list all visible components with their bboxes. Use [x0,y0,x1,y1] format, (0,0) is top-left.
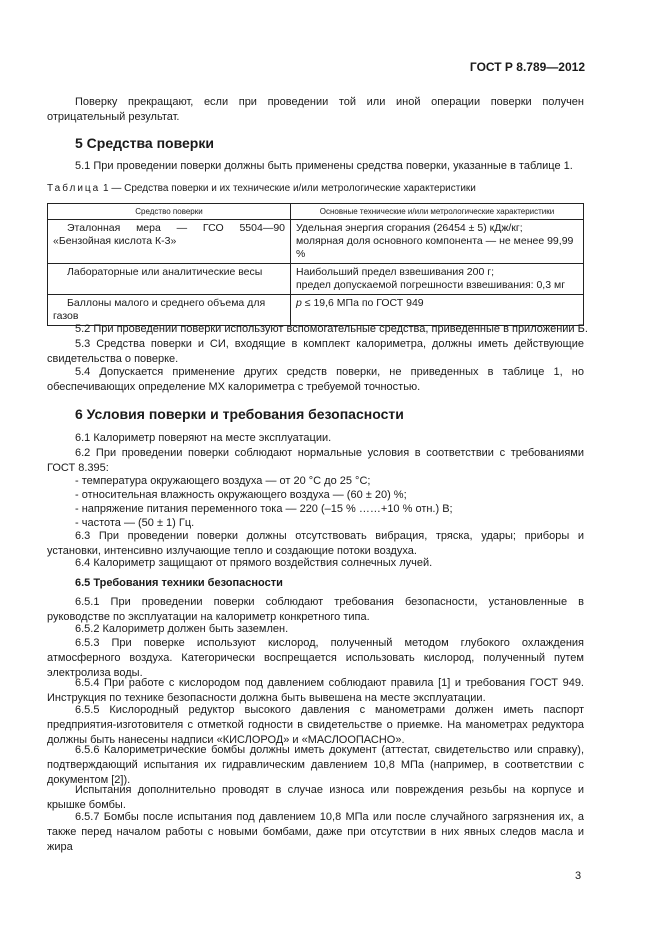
table-header: Основные технические и/или метрологические характеристики [291,204,584,220]
item-text: Лабораторные или аналитические весы [67,266,263,278]
table-row [48,295,584,326]
table-row [48,264,584,295]
paragraph-6-5-6-cont: Испытания дополнительно проводят в случае износа или повреждения резьбы на корпусе и крышке бомбы. [47,784,584,811]
condition-item: - частота — (50 ± 1) Гц. [75,517,195,529]
condition-item: - температура окружающего воздуха — от 20 °С до 25 °С; [75,475,371,487]
paragraph-6-5-3: 6.5.3 При поверке используют кислород, полученный методом глубокого охлаждения атмосферного воздуха. Категорически воспрещается использовать кислород, полученный путем электролиза воды. [47,637,584,679]
item-text: Эталонная мера — ГСО 5504—90 «Бензойная кислота К-3» [53,222,285,247]
spec-line: молярная доля основного компонента — не менее 99,99 % [296,235,574,260]
table-cell-item [48,220,291,264]
spec-line: предел допускаемой погрешности взвешивания: 0,3 мг [296,279,566,291]
subsection-6-5-title: 6.5 Требования техники безопасности [75,577,283,589]
paragraph-6-1: 6.1 Калориметр поверяют на месте эксплуатации. [75,432,332,444]
table-row [48,220,584,264]
paragraph-6-5-6: 6.5.6 Калориметрические бомбы должны иметь документ (аттестат, свидетельство или справку), подтверждающий испытания их гидравлическим давлением 10,8 МПа (например, в соответствии с документом [2]). [47,744,584,786]
paragraph-6-5-5: 6.5.5 Кислородный редуктор высокого давления с манометрами должен иметь паспорт предприятия-изготовителя с отметкой годности в свидетельстве о приемке. На манометрах редуктора должны быть нанесены надписи «КИСЛОРОД» и «МАСЛООПАСНО». [47,704,584,746]
paragraph-5-3: 5.3 Средства поверки и СИ, входящие в комплект калориметра, должны иметь действующие свидетельства о поверке. [47,338,584,365]
spec-line: p ≤ 19,6 МПа по ГОСТ 949 [296,297,424,309]
paragraph-6-5-2: 6.5.2 Калориметр должен быть заземлен. [75,623,289,635]
condition-item: - напряжение питания переменного тока — 220 (–15 % ……+10 % отн.) В; [75,503,453,515]
table-cell-item [48,264,291,295]
table-header-row [48,204,584,220]
section-6-title: 6 Условия поверки и требования безопасности [75,406,404,422]
table-caption-label: Таблица [47,183,101,194]
page-number: 3 [575,870,582,882]
paragraph-6-2: 6.2 При проведении поверки соблюдают нормальные условия в соответствии с требованиями ГОСТ 8.395: [47,447,584,474]
document-code: ГОСТ Р 8.789—2012 [469,60,585,74]
paragraph-6-3: 6.3 При проведении поверки должны отсутствовать вибрация, тряска, удары; приборы и установки, интенсивно излучающие тепло и создающие потоки воздуха. [47,530,584,557]
condition-item: - относительная влажность окружающего воздуха — (60 ± 20) %; [75,489,407,501]
paragraph-6-5-7: 6.5.7 Бомбы после испытания под давлением 10,8 МПа или после случайного загрязнения их, а также перед началом работы с новыми бомбами, даже при отсутствии в них явных следов масла и жира [47,811,584,853]
spec-line: Наибольший предел взвешивания 200 г; [296,266,494,278]
verification-tools-table [47,203,584,326]
item-text: Баллоны малого и среднего объема для газов [53,297,266,322]
paragraph-5-4: 5.4 Допускается применение других средств поверки, не приведенных в таблице 1, но обеспечивающих определение МХ калориметра с требуемой точностью. [47,366,584,393]
paragraph-5-2: 5.2 При проведении поверки используют вспомогательные средства, приведенные в приложении Б. [75,323,588,335]
spec-line: Удельная энергия сгорания (26454 ± 5) кДж/кг; [296,222,523,234]
table-caption-text: 1 — Средства поверки и их технические и/или метрологические характеристики [100,183,476,194]
section-5-title: 5 Средства поверки [75,135,214,151]
table-cell-item [48,295,291,326]
paragraph-6-5-4: 6.5.4 При работе с кислородом под давлением соблюдают правила [1] и требования ГОСТ 949. Инструкция по технике безопасности должна быть вывешена на месте эксплуатации. [47,677,584,704]
table-cell-spec [291,264,584,295]
table-caption [47,183,476,194]
intro-paragraph: Поверку прекращают, если при проведении той или иной операции поверки получен отрицательный результат. [47,96,584,123]
pressure-symbol: p [296,297,302,309]
table-header: Средство поверки [48,204,291,220]
table-cell-spec [291,220,584,264]
table-cell-spec [291,295,584,326]
paragraph-6-4: 6.4 Калориметр защищают от прямого воздействия солнечных лучей. [75,557,433,569]
paragraph-6-5-1: 6.5.1 При проведении поверки соблюдают требования безопасности, установленные в руководстве по эксплуатации на калориметр конкретного типа. [47,596,584,623]
paragraph-5-1: 5.1 При проведении поверки должны быть применены средства поверки, указанные в таблице 1. [75,160,573,172]
